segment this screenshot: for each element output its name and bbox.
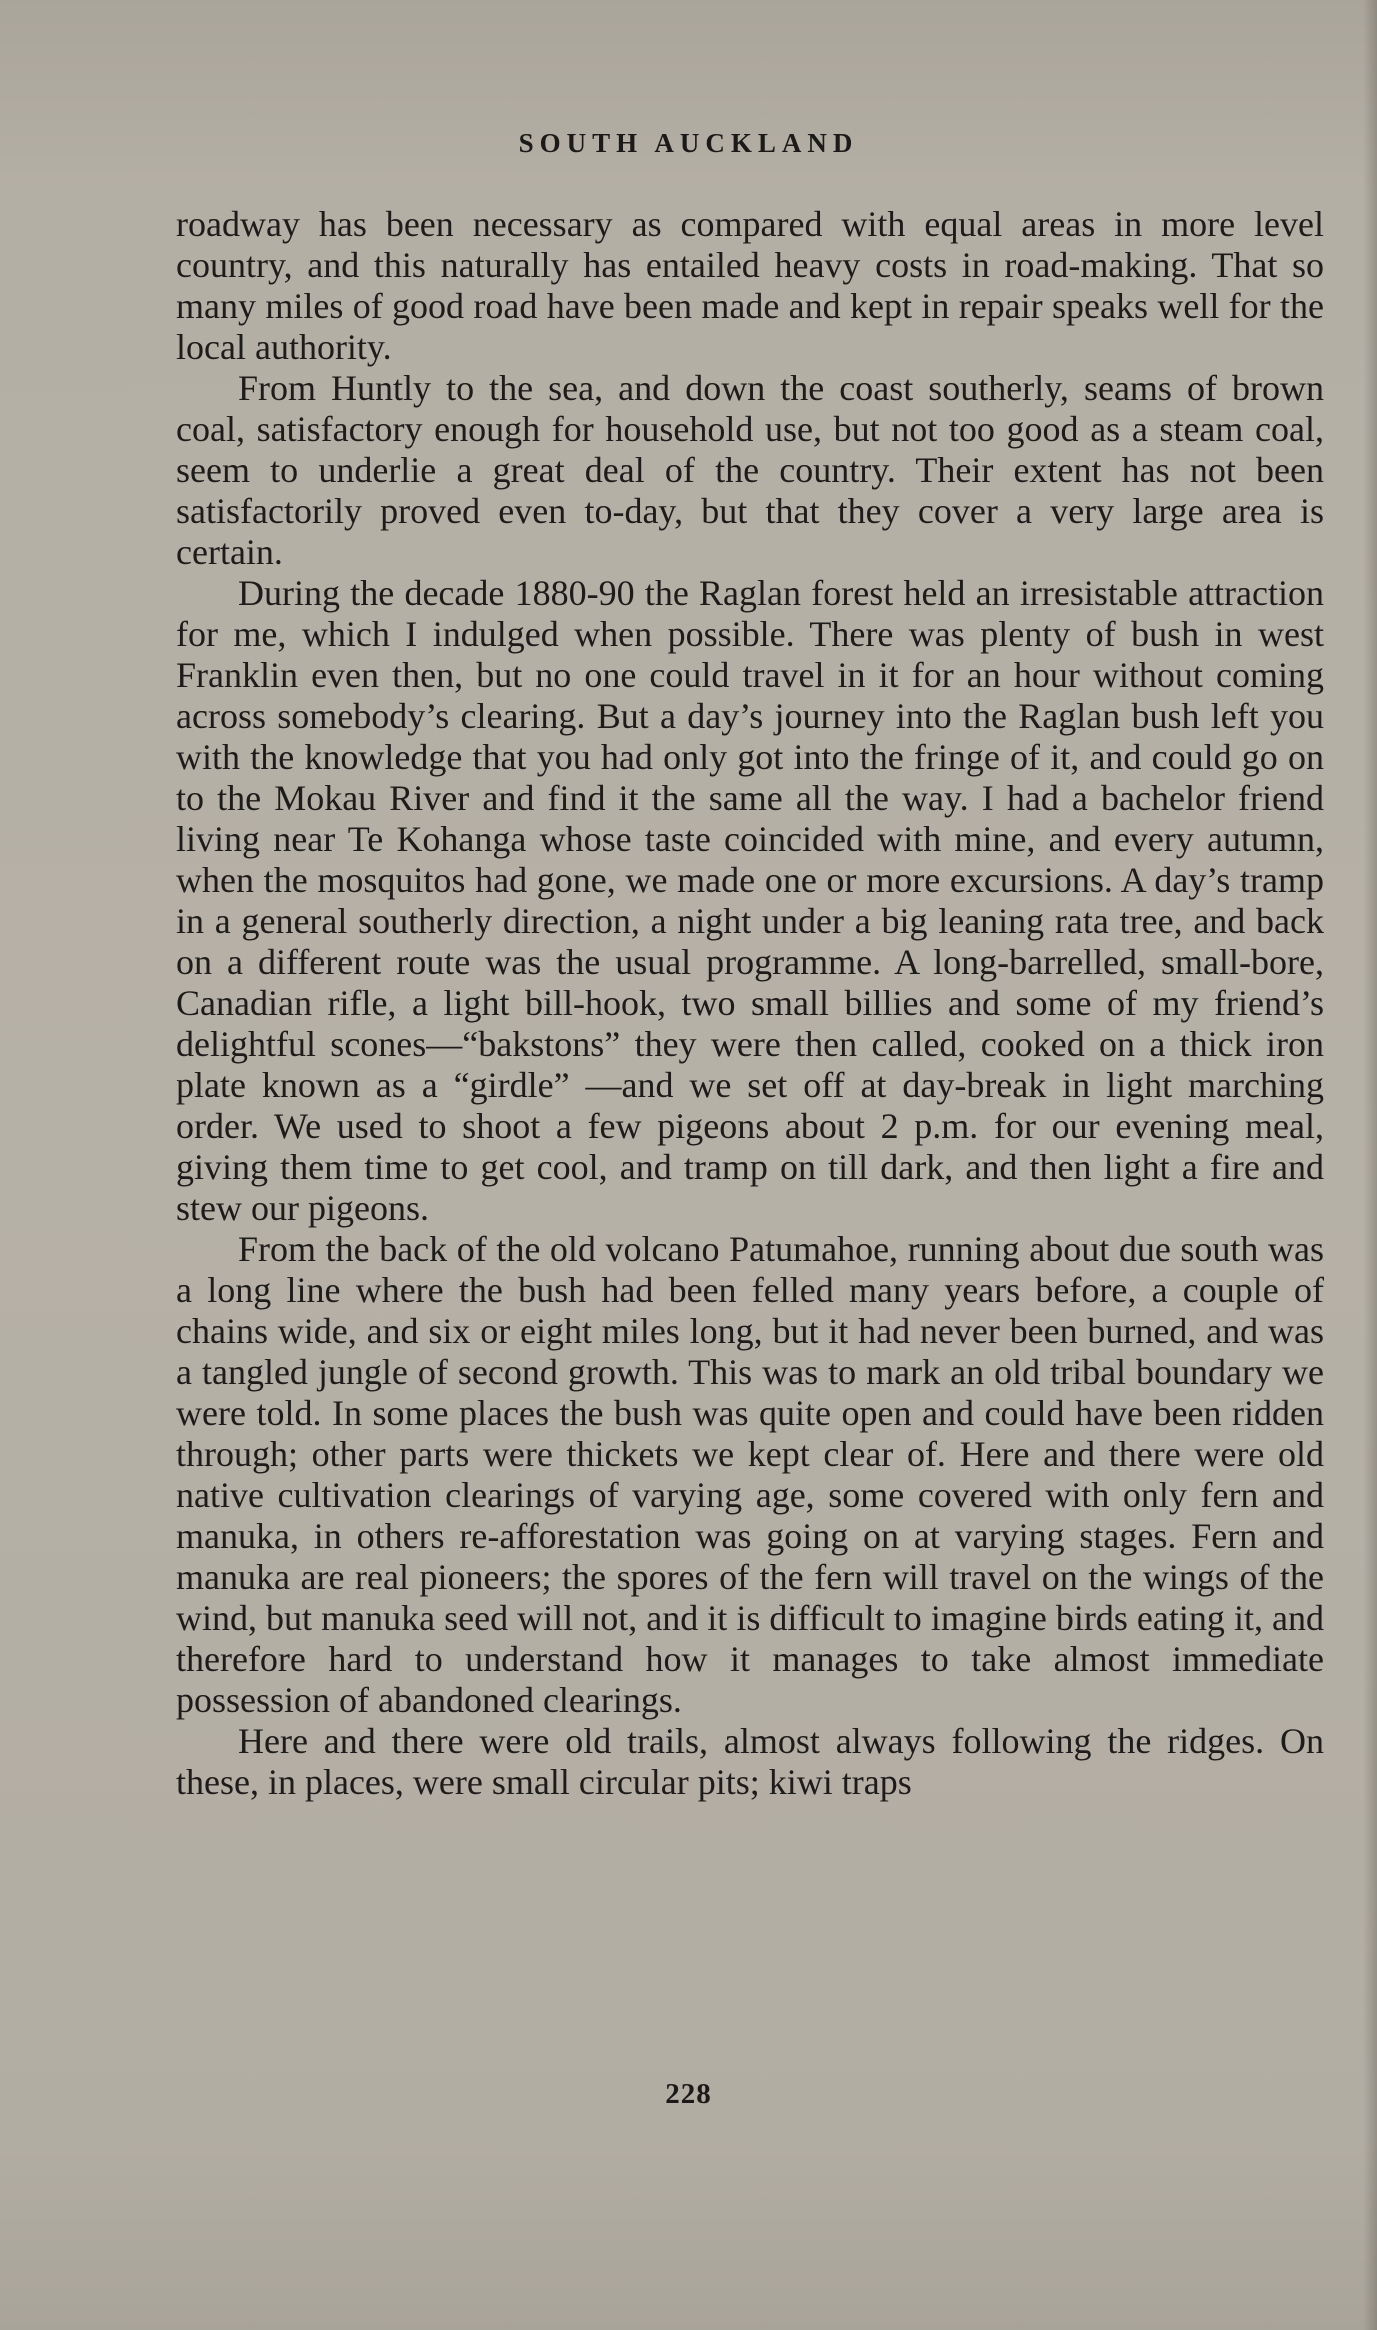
page-number: 228 bbox=[665, 2078, 712, 2110]
page-edge-shadow bbox=[1363, 0, 1377, 2330]
paragraph: During the decade 1880-90 the Raglan forest held an irresistable attraction for me, which I indulged when possible. There was plenty of bush in west Franklin even then, but no one could travel in it for an hour without coming across somebody’s clearing. But a day’s journey into the Raglan bush left you with the knowledge that you had only got into the fringe of it, and could go on to the Mokau River and find it the same all the way. I had a bachelor friend living near Te Kohanga whose taste coincided with mine, and every autumn, when the mosquitos had gone, we made one or more excursions. A day’s tramp in a general southerly direction, a night under a big leaning rata tree, and back on a different route was the usual programme. A long-barrelled, small-bore, Canadian rifle, a light bill-hook, two small billies and some of my friend’s delightful scones—“bakstons” they were then called, cooked on a thick iron plate known as a “girdle” —and we set off at day-break in light marching order. We used to shoot a few pigeons about 2 p.m. for our evening meal, giving them time to get cool, and tramp on till dark, and then light a fire and stew our pigeons. bbox=[176, 573, 1324, 1228]
body-text bbox=[176, 204, 1324, 1803]
paragraph: Here and there were old trails, almost always following the ridges. On these, in places, were small circular pits; kiwi traps bbox=[176, 1721, 1324, 1802]
paragraph-continued: roadway has been necessary as compared with equal areas in more level country, and this naturally has entailed heavy costs in road-making. That so many miles of good road have been made and kept in repair speaks well for the local authority. bbox=[176, 204, 1324, 367]
paragraph: From the back of the old volcano Patumahoe, running about due south was a long line where the bush had been felled many years before, a couple of chains wide, and six or eight miles long, but it had never been burned, and was a tangled jungle of second growth. This was to mark an old tribal boundary we were told. In some places the bush was quite open and could have been ridden through; other parts were thickets we kept clear of. Here and there were old native cultivation clearings of varying age, some covered with only fern and manuka, in others re-afforestation was going on at varying stages. Fern and manuka are real pioneers; the spores of the fern will travel on the wings of the wind, but manuka seed will not, and it is difficult to imagine birds eating it, and therefore hard to understand how it manages to take almost immediate possession of abandoned clearings. bbox=[176, 1229, 1324, 1720]
running-head: SOUTH AUCKLAND bbox=[518, 128, 859, 158]
paragraph: From Huntly to the sea, and down the coast southerly, seams of brown coal, satisfactory enough for household use, but not too good as a steam coal, seem to underlie a great deal of the country. Their extent has not been satisfactorily proved even to-day, but that they cover a very large area is certain. bbox=[176, 368, 1324, 572]
